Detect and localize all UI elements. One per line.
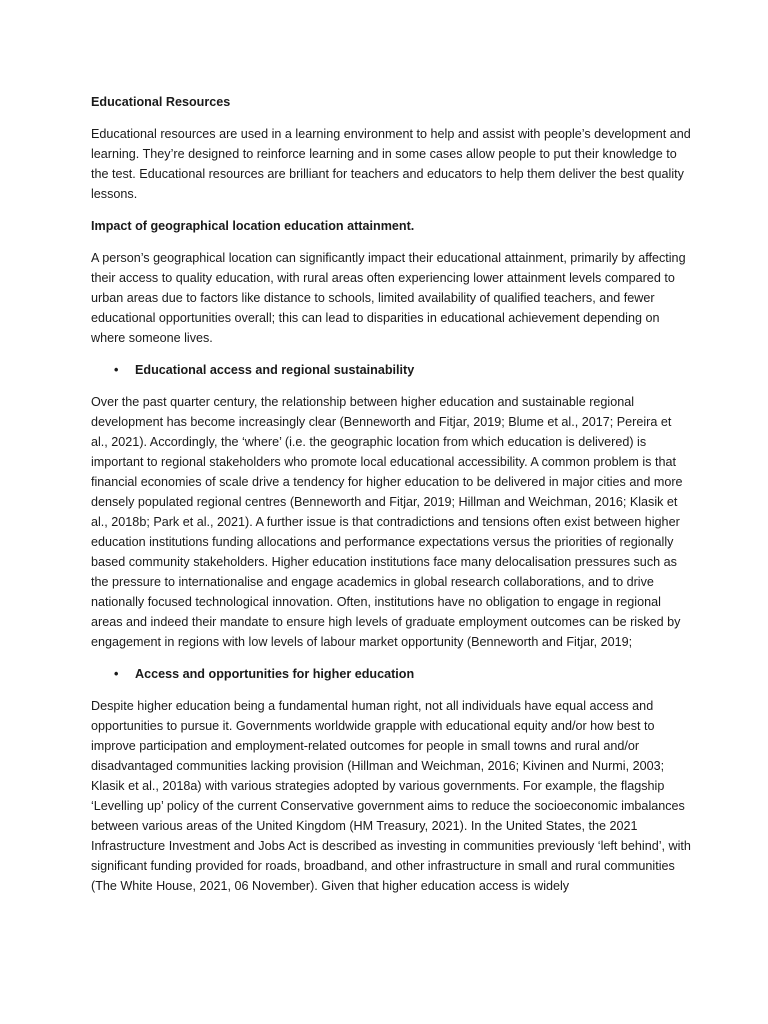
section-paragraph: A person’s geographical location can significantly impact their educational attainment, primarily by affecting their access to quality education, with rural areas often experiencing lower attainment levels compared to urban areas due to factors like distance to schools, limited availability of qualified teachers, and fewer educational opportunities overall; this can lead to disparities in educational achievement depending on where someone lives. xyxy=(91,251,686,345)
document-page xyxy=(91,92,691,908)
bullet-heading: Educational access and regional sustainability xyxy=(135,363,415,377)
document-title: Educational Resources xyxy=(91,95,231,109)
bullet-item-educational-access xyxy=(91,360,691,380)
bullet-item-access-opportunities xyxy=(91,664,691,684)
regional-sustainability-paragraph: Over the past quarter century, the relationship between higher education and sustainable regional development has become increasingly clear (Benneworth and Fitjar, 2019; Blume et al., 2017; Pereira et al., 2021). Accordingly, the ‘where’ (i.e. the geographic location from which education is delivered) is important to regional stakeholders who promote local educational accessibility. A common problem is that financial economies of scale drive a tendency for higher education to be delivered in major cities and more densely populated regional centres (Benneworth and Fitjar, 2019; Hillman and Weichman, 2016; Klasik et al., 2018b; Park et al., 2021). A further issue is that contradictions and tensions often exist between higher education institutions funding allocations and performance expectations versus the priorities of regionally based community stakeholders. Higher education institutions face many delocalisation pressures such as the pressure to internationalise and engage academics in global research collaborations, and to drive nationally focused technological innovation. Often, institutions have no obligation to engage in regional areas and indeed their mandate to ensure high levels of graduate employment outcomes can be risked by engagement in regions with low levels of labour market opportunity (Benneworth and Fitjar, 2019; xyxy=(91,395,683,649)
bullet-icon: • xyxy=(114,667,119,681)
intro-paragraph: Educational resources are used in a learning environment to help and assist with people’s development and learning. They’re designed to reinforce learning and in some cases allow people to put their knowledge to the test. Educational resources are brilliant for teachers and educators to help them deliver the best quality lessons. xyxy=(91,127,691,201)
bullet-heading: Access and opportunities for higher education xyxy=(135,667,415,681)
section-heading: Impact of geographical location education attainment. xyxy=(91,219,415,233)
access-opportunities-paragraph: Despite higher education being a fundamental human right, not all individuals have equal access and opportunities to pursue it. Governments worldwide grapple with educational equity and/or how best to improve participation and employment-related outcomes for people in small towns and rural and/or disadvantaged communities lacking provision (Hillman and Weichman, 2016; Kivinen and Nurmi, 2003; Klasik et al., 2018a) with various strategies adopted by various governments. For example, the flagship ‘Levelling up’ policy of the current Conservative government aims to reduce the socioeconomic imbalances between various areas of the United Kingdom (HM Treasury, 2021). In the United States, the 2021 Infrastructure Investment and Jobs Act is described as investing in communities previously ‘left behind’, with significant funding provided for roads, broadband, and other infrastructure in small and rural communities (The White House, 2021, 06 November). Given that higher education access is widely xyxy=(91,699,691,893)
bullet-icon: • xyxy=(114,363,119,377)
